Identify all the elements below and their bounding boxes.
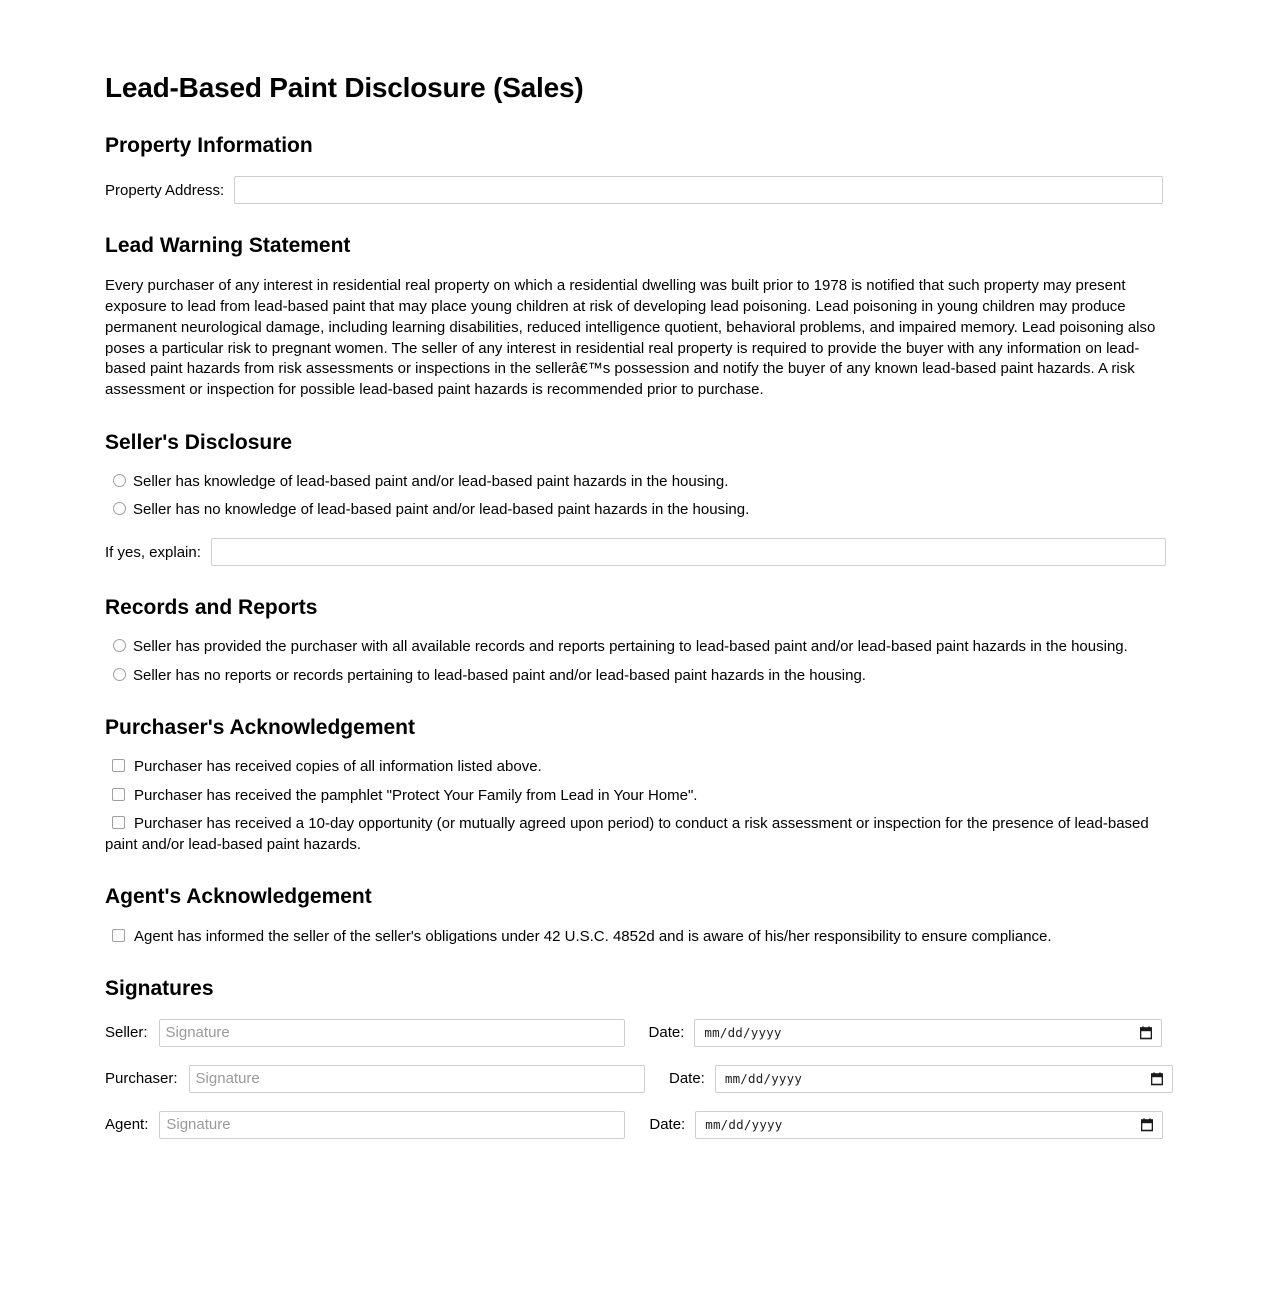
signature-row-agent bbox=[105, 1111, 1173, 1139]
section-heading-purchasers-acknowledgement: Purchaser's Acknowledgement bbox=[105, 716, 415, 740]
purchasers-acknowledgement-options bbox=[105, 756, 1173, 855]
property-address-label: Property Address: bbox=[105, 181, 225, 199]
agent-signature-input[interactable] bbox=[159, 1111, 625, 1139]
property-address-input[interactable] bbox=[234, 176, 1163, 204]
agents-acknowledgement-options bbox=[105, 926, 1173, 947]
agent-signature-label: Agent: bbox=[105, 1116, 149, 1134]
agent-date-input[interactable] bbox=[695, 1111, 1163, 1139]
section-heading-sellers-disclosure: Seller's Disclosure bbox=[105, 430, 293, 454]
option-label: Seller has provided the purchaser with all available records and reports pertaining to lead-based paint and/or lead-based paint hazards in the housing. bbox=[133, 638, 1128, 656]
signature-row-purchaser bbox=[105, 1065, 1173, 1093]
section-heading-signatures: Signatures bbox=[105, 976, 214, 1000]
radio-seller-provided-records[interactable] bbox=[113, 639, 126, 652]
option-row bbox=[105, 926, 1165, 947]
checkbox-purchaser-received-copies[interactable] bbox=[112, 759, 125, 772]
sellers-disclosure-options bbox=[105, 471, 1173, 521]
option-row bbox=[105, 756, 1165, 777]
section-heading-lead-warning: Lead Warning Statement bbox=[105, 234, 351, 258]
purchaser-date-input[interactable] bbox=[715, 1065, 1173, 1093]
seller-signature-label: Seller: bbox=[105, 1024, 148, 1042]
purchaser-signature-input[interactable] bbox=[189, 1065, 645, 1093]
seller-date-input[interactable] bbox=[694, 1019, 1162, 1047]
agent-date-label: Date: bbox=[649, 1116, 686, 1134]
option-row bbox=[105, 813, 1165, 856]
option-label: Purchaser has received the pamphlet "Protect Your Family from Lead in Your Home". bbox=[134, 786, 698, 804]
option-label: Purchaser has received a 10-day opportunity (or mutually agreed upon period) to conduct a risk assessment or inspection for the presence of lead-based paint and/or lead-based paint hazards. bbox=[105, 814, 1149, 854]
lead-warning-paragraph: Every purchaser of any interest in residential real property on which a residential dwelling was built prior to 1978 is notified that such property may present exposure to lead from lead-based paint that may place young children at risk of developing lead poisoning. Lead poisoning in young children may produce permanent neurological damage, including learning disabilities, reduced intelligence quotient, behavioral problems, and impaired memory. Lead poisoning also poses a particular risk to pregnant women. The seller of any interest in residential real property is required to provide the buyer with any information on lead-based paint hazards from risk assessments or inspections in the sellerâ€™s possession and notify the buyer of any known lead-based paint hazards. A risk assessment or inspection for possible lead-based paint hazards is recommended prior to purchase. bbox=[105, 277, 1156, 398]
purchaser-date-label: Date: bbox=[668, 1070, 705, 1088]
option-row bbox=[105, 471, 1165, 492]
seller-date-label: Date: bbox=[648, 1024, 685, 1042]
option-label: Seller has knowledge of lead-based paint and/or lead-based paint hazards in the housing. bbox=[133, 472, 729, 490]
section-heading-property-information: Property Information bbox=[105, 134, 313, 158]
seller-date-placeholder: mm/dd/yyyy bbox=[704, 1025, 782, 1041]
signatures-block bbox=[105, 1019, 1173, 1139]
seller-signature-input[interactable] bbox=[159, 1019, 625, 1047]
option-label: Seller has no knowledge of lead-based paint and/or lead-based paint hazards in the housing. bbox=[133, 501, 750, 519]
option-label: Seller has no reports or records pertaining to lead-based paint and/or lead-based paint hazards in the housing. bbox=[133, 666, 866, 684]
if-yes-explain-row bbox=[105, 538, 1173, 566]
calendar-icon[interactable] bbox=[1141, 1118, 1153, 1131]
option-row bbox=[105, 665, 1165, 686]
records-and-reports-options bbox=[105, 636, 1173, 686]
checkbox-agent-informed-seller[interactable] bbox=[112, 929, 125, 942]
section-heading-records-and-reports: Records and Reports bbox=[105, 596, 318, 620]
if-yes-explain-input[interactable] bbox=[211, 538, 1166, 566]
calendar-icon[interactable] bbox=[1140, 1026, 1152, 1039]
radio-seller-has-no-knowledge[interactable] bbox=[113, 502, 126, 515]
page-title: Lead-Based Paint Disclosure (Sales) bbox=[105, 72, 584, 103]
purchaser-signature-label: Purchaser: bbox=[105, 1070, 178, 1088]
section-heading-agents-acknowledgement: Agent's Acknowledgement bbox=[105, 885, 372, 909]
signature-row-seller bbox=[105, 1019, 1173, 1047]
agent-date-placeholder: mm/dd/yyyy bbox=[705, 1117, 783, 1133]
checkbox-purchaser-received-pamphlet[interactable] bbox=[112, 788, 125, 801]
if-yes-explain-label: If yes, explain: bbox=[105, 543, 201, 561]
property-address-row bbox=[105, 176, 1173, 204]
option-label: Purchaser has received copies of all information listed above. bbox=[134, 758, 542, 776]
purchaser-date-placeholder: mm/dd/yyyy bbox=[724, 1071, 803, 1087]
radio-seller-has-knowledge[interactable] bbox=[113, 474, 126, 487]
option-label: Agent has informed the seller of the seller's obligations under 42 U.S.C. 4852d and is aware of his/her responsibility to ensure compliance. bbox=[134, 927, 1052, 945]
option-row bbox=[105, 785, 1165, 806]
calendar-icon[interactable] bbox=[1151, 1072, 1163, 1085]
checkbox-purchaser-received-10-day-opportunity[interactable] bbox=[112, 816, 125, 829]
option-row bbox=[105, 499, 1165, 520]
radio-seller-no-records[interactable] bbox=[113, 668, 126, 681]
option-row bbox=[105, 636, 1165, 657]
